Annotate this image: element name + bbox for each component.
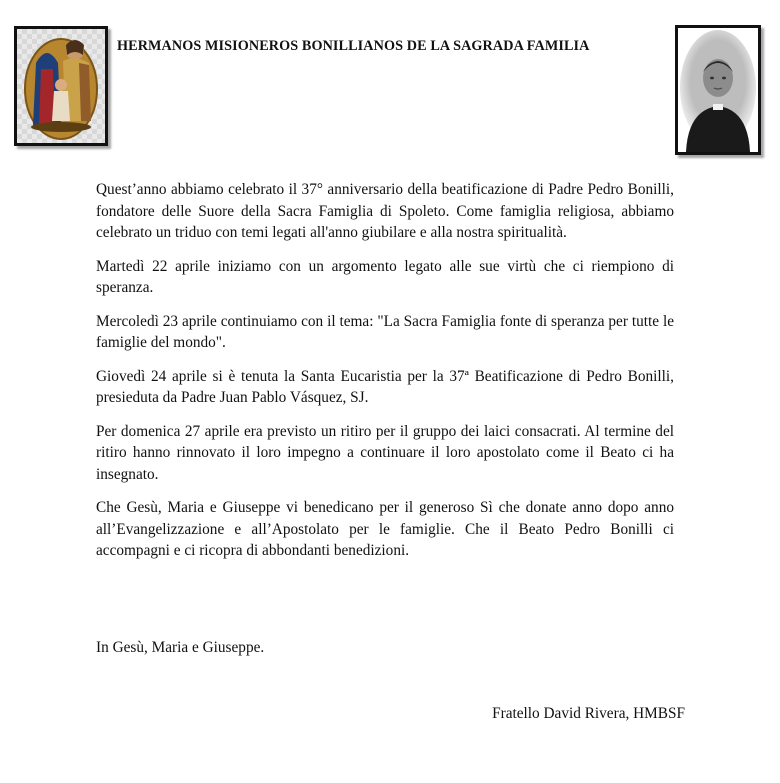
priest-portrait-icon: [678, 28, 758, 152]
holy-family-image: [14, 26, 108, 146]
letter-body: [96, 179, 674, 574]
paragraph: Che Gesù, Maria e Giuseppe vi benedicano per il generoso Sì che donate anno dopo anno all’Evangelizzazione e all’Apostolato per le famiglie. Che il Beato Pedro Bonilli ci accompagni e ci ricopra di abbondanti benedizioni.: [96, 499, 674, 559]
priest-portrait-image: [675, 25, 761, 155]
paragraph: Giovedì 24 aprile si è tenuta la Santa Eucaristia per la 37ª Beatificazione di Pedro Bonilli, presieduta da Padre Juan Pablo Vásquez, SJ.: [96, 367, 674, 406]
closing-line: In Gesù, Maria e Giuseppe.: [96, 639, 265, 656]
page-title: HERMANOS MISIONEROS BONILLIANOS DE LA SAGRADA FAMILIA: [117, 38, 590, 54]
holy-family-statue-icon: [17, 29, 105, 143]
paragraph: Per domenica 27 aprile era previsto un ritiro per il gruppo dei laici consacrati. Al termine del ritiro hanno rinnovato il loro impegno a continuare il loro apostolato come il Beato ci ha insegnato.: [96, 422, 674, 483]
paragraph: Mercoledì 23 aprile continuiamo con il tema: "La Sacra Famiglia fonte di speranza per tutte le famiglie del mondo".: [96, 312, 674, 351]
paragraph: Martedì 22 aprile iniziamo con un argomento legato alle sue virtù che ci riempiono di speranza.: [96, 257, 674, 296]
signature: Fratello David Rivera, HMBSF: [492, 705, 685, 722]
paragraph: Quest’anno abbiamo celebrato il 37° anniversario della beatificazione di Padre Pedro Bonilli, fondatore delle Suore della Sacra Famiglia di Spoleto. Come famiglia religiosa, abbiamo celebrato un triduo con temi legati all'anno giubilare e alla nostra spiritualità.: [96, 181, 674, 241]
